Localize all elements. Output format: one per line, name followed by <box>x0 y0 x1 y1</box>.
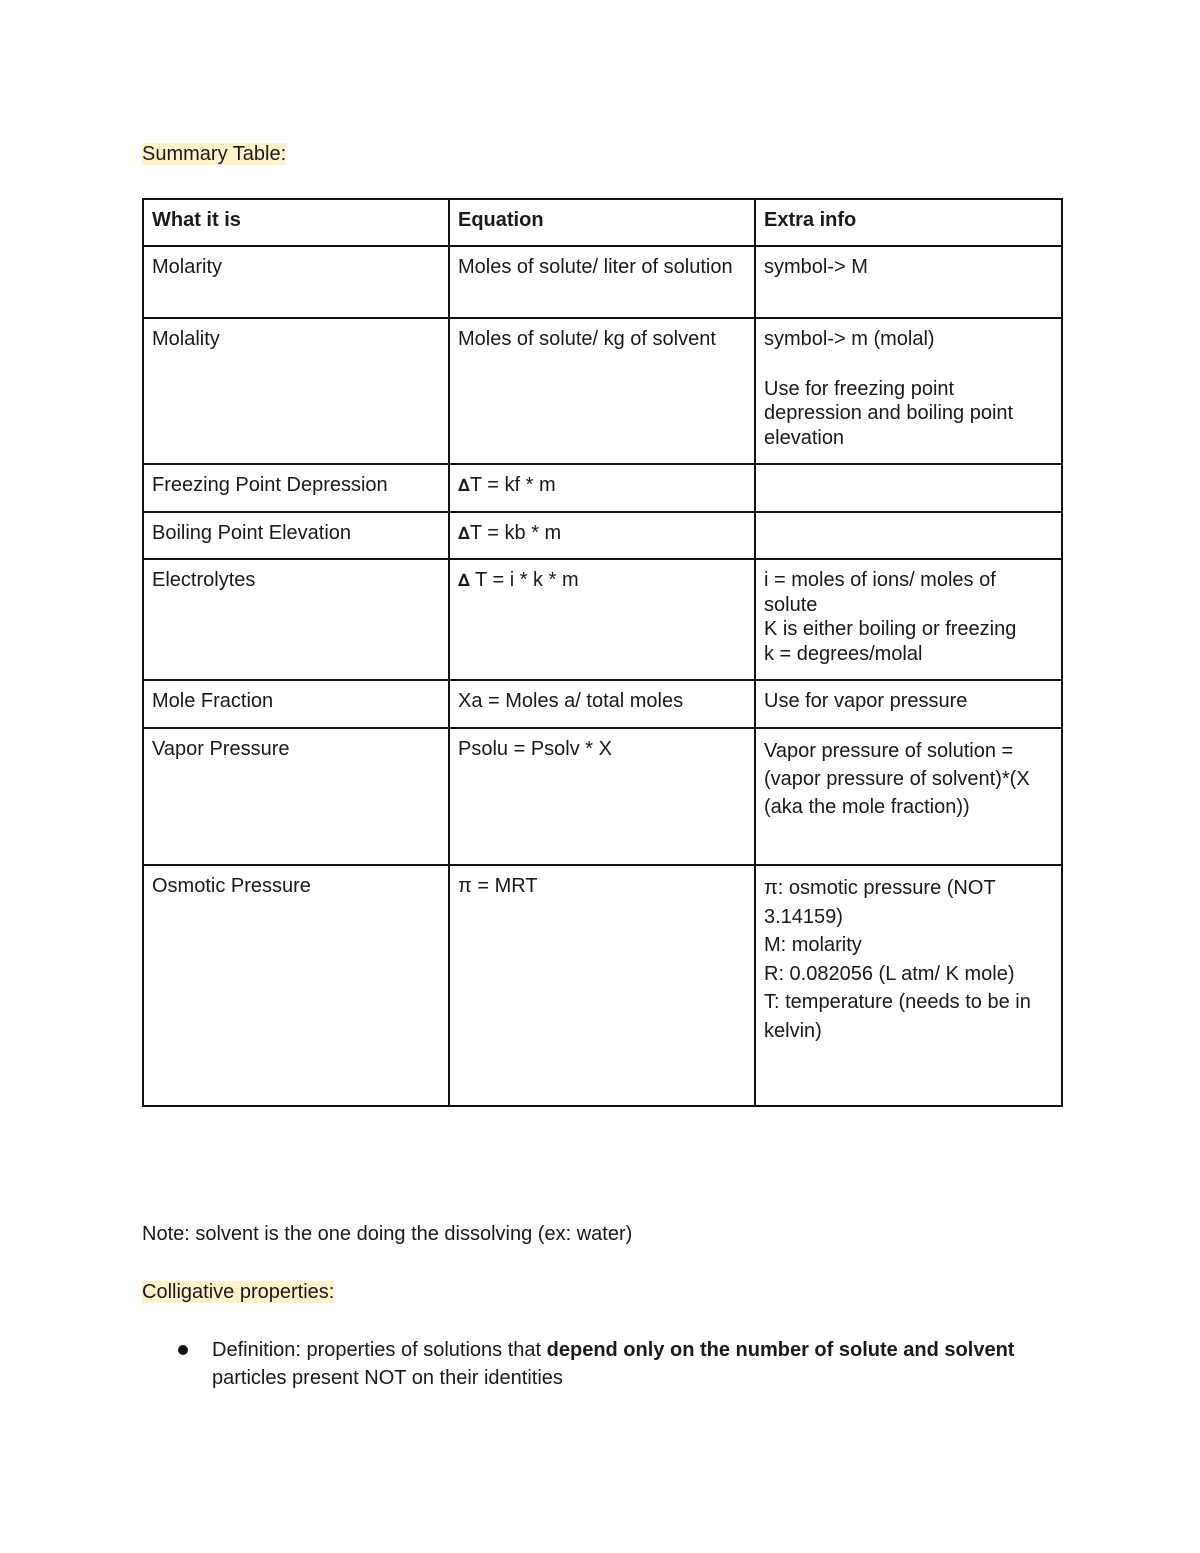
cell-equation: Xa = Moles a/ total moles <box>449 680 755 728</box>
table-row <box>143 512 1062 559</box>
cell-equation: π = MRT <box>449 865 755 1106</box>
definition-suffix: particles present NOT on their identities <box>212 1367 563 1389</box>
delta-symbol: ∆ <box>458 571 470 591</box>
cell-what: Molality <box>143 318 449 464</box>
summary-table <box>142 198 1063 1107</box>
cell-what: Mole Fraction <box>143 680 449 728</box>
cell-extra <box>755 680 1062 728</box>
extra-line: π: osmotic pressure (NOT 3.14159) <box>764 877 996 928</box>
table-row <box>143 680 1062 728</box>
cell-equation: Moles of solute/ kg of solvent <box>449 318 755 464</box>
cell-extra <box>755 512 1062 559</box>
definition-prefix: Definition: properties of solutions that <box>212 1339 547 1361</box>
extra-line: i = moles of ions/ moles of solute <box>764 569 996 616</box>
extra-line: M: molarity <box>764 934 862 956</box>
table-row <box>143 464 1062 512</box>
extra-line: T: temperature (needs to be in kelvin) <box>764 991 1031 1042</box>
equation-text: T = kb * m <box>469 522 562 544</box>
summary-table-title: Summary Table: <box>142 143 287 165</box>
table-row <box>143 246 1062 318</box>
definition-bold: depend only on the number of solute and solvent <box>546 1339 1015 1361</box>
solvent-note: Note: solvent is the one doing the dissolving (ex: water) <box>142 1223 633 1245</box>
cell-extra <box>755 318 1062 464</box>
table-row <box>143 559 1062 680</box>
equation-text: T = kf * m <box>469 474 556 496</box>
header-what-it-is: What it is <box>143 199 449 246</box>
cell-what: Boiling Point Elevation <box>143 512 449 559</box>
cell-extra <box>755 246 1062 318</box>
list-item <box>142 1336 1022 1392</box>
header-extra-info: Extra info <box>755 199 1062 246</box>
bullet-icon <box>178 1345 188 1355</box>
extra-line: Use for freezing point depression and boiling point elevation <box>764 377 1014 449</box>
header-equation: Equation <box>449 199 755 246</box>
extra-line: Use for vapor pressure <box>764 690 968 712</box>
colligative-properties-title: Colligative properties: <box>142 1281 335 1303</box>
cell-equation: Psolu = Psolv * X <box>449 728 755 865</box>
equation-text: T = i * k * m <box>469 569 579 591</box>
cell-extra <box>755 728 1062 865</box>
cell-what: Freezing Point Depression <box>143 464 449 512</box>
extra-line: R: 0.082056 (L atm/ K mole) <box>764 962 1015 985</box>
cell-equation <box>449 512 755 559</box>
cell-what: Molarity <box>143 246 449 318</box>
table-row <box>143 318 1062 464</box>
cell-extra <box>755 865 1062 1106</box>
cell-what: Vapor Pressure <box>143 728 449 865</box>
delta-symbol: ∆ <box>458 524 470 544</box>
table-header-row <box>143 199 1062 246</box>
cell-equation <box>449 464 755 512</box>
delta-symbol: ∆ <box>458 476 470 496</box>
table-row <box>143 728 1062 865</box>
extra-line: Vapor pressure of solution = (vapor pressure of solvent)*(X (aka the mole fraction)) <box>764 740 1030 818</box>
cell-extra <box>755 559 1062 680</box>
extra-line: symbol-> M <box>764 256 868 278</box>
cell-equation <box>449 559 755 680</box>
cell-what: Electrolytes <box>143 559 449 680</box>
colligative-list <box>142 1336 1022 1392</box>
extra-line: K is either boiling or freezing <box>764 618 1017 640</box>
cell-extra <box>755 464 1062 512</box>
cell-equation: Moles of solute/ liter of solution <box>449 246 755 318</box>
extra-line: symbol-> m (molal) <box>764 328 935 350</box>
table-row <box>143 865 1062 1106</box>
cell-what: Osmotic Pressure <box>143 865 449 1106</box>
extra-line: k = degrees/molal <box>764 642 923 665</box>
